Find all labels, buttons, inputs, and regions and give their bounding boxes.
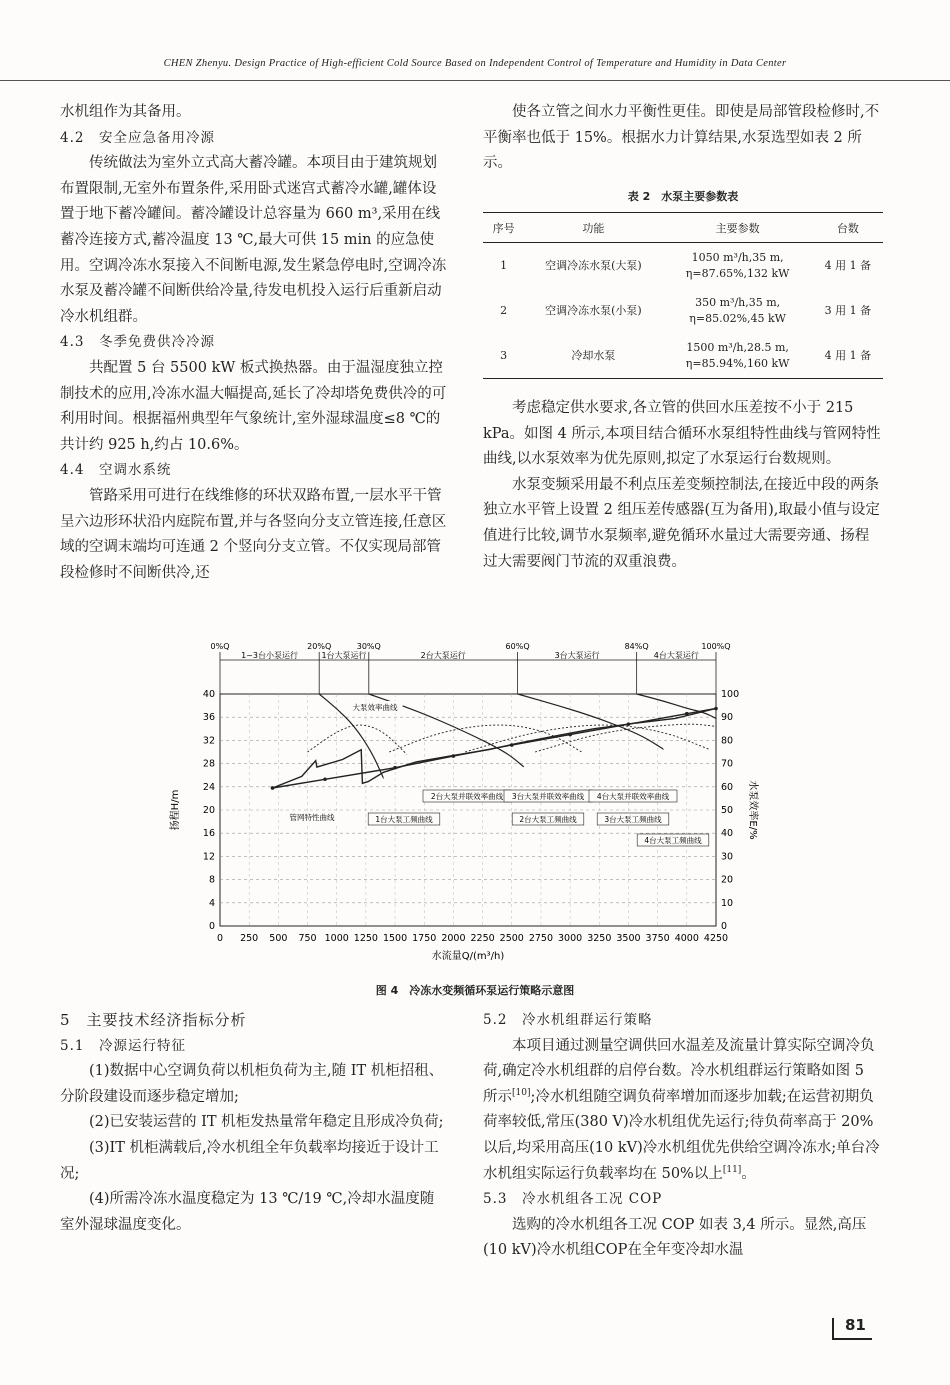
strategy-zone-label: 3台大泵运行 (554, 651, 600, 660)
x-tick-label: 2750 (528, 933, 554, 944)
strategy-zone-label: 2台大泵运行 (420, 651, 466, 660)
table-cell (663, 288, 813, 333)
x-tick-label: 4000 (674, 933, 699, 944)
right-column-bottom (483, 1008, 883, 1264)
section-5-2-heading: 5.2 冷水机组群运行策略 (483, 1012, 653, 1028)
strategy-marker-label: 30%Q (356, 642, 381, 651)
y2-tick-label: 60 (721, 781, 734, 793)
y-tick-label: 12 (202, 851, 215, 863)
table-cell: 冷却水泵 (571, 348, 616, 362)
pump-strategy-chart (0, 630, 950, 975)
table-cell: 4 用 1 备 (824, 348, 872, 362)
y-axis-label: 扬程H/m (170, 789, 181, 831)
param-line: 1500 m³/h,28.5 m, (686, 340, 789, 354)
x-tick-label: 750 (298, 933, 317, 944)
table-row (483, 243, 883, 289)
strategy-marker-label: 84%Q (624, 642, 649, 651)
annotation-label: 管网特性曲线 (289, 813, 335, 822)
right-column-middle (483, 396, 883, 575)
y-tick-label: 16 (202, 828, 215, 840)
param-line: η=87.65%,132 kW (685, 266, 790, 280)
table-row (483, 288, 883, 333)
y-tick-label: 40 (202, 689, 215, 700)
x-tick-label: 3750 (645, 933, 670, 944)
paragraph: 考虑稳定供水要求,各立管的供回水压差按不小于 215 kPa。如图 4 所示,本项目结合循环水泵组特性曲线与管网特性曲线,以水泵效率为优先原则,拟定了水泵运行台数规则。 (483, 400, 881, 468)
pump-head-curve (637, 694, 716, 718)
list-item: (1)数据中心空调负荷以机柜负荷为主,随 IT 机柜招租、分阶段建设而逐步稳定增加; (60, 1063, 444, 1105)
annotation-label: 2台大泵并联效率曲线 (430, 792, 504, 801)
table-2-title: 表 2 水泵主要参数表 (627, 190, 739, 203)
y2-tick-label: 70 (721, 758, 734, 770)
y2-tick-label: 50 (721, 805, 734, 816)
y-tick-label: 28 (202, 758, 215, 770)
param-line: η=85.02%,45 kW (689, 311, 786, 325)
citation[interactable]: [11] (722, 1164, 742, 1175)
x-tick-label: 0 (216, 933, 224, 944)
section-5-heading: 5 主要技术经济指标分析 (60, 1011, 247, 1029)
paragraph: 共配置 5 台 5500 kW 板式换热器。由于温湿度独立控制技术的应用,冷冻水温大幅提高,延长了冷却塔免费供冷的可利用时间。根据福州典型年气象统计,室外湿球温度≤8 ℃的共计约 925 h,约占 10.6%。 (60, 359, 447, 453)
efficiency-curve (308, 725, 407, 754)
x-tick-label: 2000 (441, 933, 466, 944)
efficiency-curve (389, 725, 582, 752)
y-tick-label: 32 (202, 735, 215, 747)
strategy-zone-label: 1~3台小泵运行 (241, 651, 299, 660)
paragraph: 选购的冷水机组各工况 COP 如表 3,4 所示。显然,高压(10 kV)冷水机组COP在全年变冷却水温 (483, 1216, 867, 1259)
x-tick-label: 500 (269, 933, 288, 944)
strategy-marker-label: 20%Q (307, 642, 332, 651)
header-rule (0, 80, 950, 81)
paragraph: 水泵变频采用最不利点压差变频控制法,在接近中段的两条独立水平管上设置 2 组压差传感器(互为备用),取最小值与设定值进行比较,调节水泵频率,避免循环水量过大需要旁通、扬程过大需要阀门节流的双重浪费。 (483, 476, 880, 570)
paragraph: 传统做法为室外立式高大蓄冷罐。本项目由于建筑规划布置限制,无室外布置条件,采用卧式迷宫式蓄冷水罐,罐体设置于地下蓄冷罐间。蓄冷罐设计总容量为 660 m³,采用在线蓄冷连接方式,蓄冷温度 13 ℃,最大可供 15 min 的应急使用。空调冷冻水泵接入不间断电源,发生紧急停电时,空调冷冻水泵及蓄冷罐不间断供给冷量,待发电机投入运行后重新启动冷水机组群。 (60, 155, 447, 325)
table-cell (663, 333, 813, 379)
section-5-1-heading: 5.1 冷源运行特征 (60, 1037, 186, 1054)
y-tick-label: 8 (208, 874, 215, 886)
x-tick-label: 4250 (703, 933, 729, 944)
pump-parameter-table (483, 212, 883, 379)
paragraph: 水机组作为其备用。 (60, 104, 191, 120)
page-number-rule (832, 1318, 834, 1338)
page-number: 81 (845, 1316, 866, 1334)
y-tick-label: 36 (202, 712, 215, 724)
citation[interactable]: [10] (512, 1087, 531, 1098)
table-header-cell: 主要参数 (663, 213, 813, 243)
annotation-label: 4台大泵工频曲线 (644, 836, 702, 845)
strategy-zone-label: 1台大泵运行 (321, 651, 367, 660)
table-header-row (483, 213, 883, 243)
strategy-marker-label: 100%Q (701, 642, 731, 651)
section-4-3-heading: 4.3 冬季免费供冷冷源 (60, 334, 215, 351)
text-run: 本项目通过测量空调供回水温差及流量计算实际空调冷负荷,确定冷水机组群的启停台数。冷水机组群运行策略如图 5 所示 (483, 1037, 875, 1105)
y2-tick-label: 10 (721, 897, 734, 909)
system-curve-point (323, 777, 327, 781)
y-tick-label: 4 (208, 897, 215, 909)
y2-tick-label: 100 (721, 689, 740, 700)
table-cell: 2 (500, 303, 508, 317)
annotation-label: 3台大泵工频曲线 (604, 815, 662, 824)
y2-tick-label: 90 (721, 712, 734, 724)
table-cell: 3 用 1 备 (824, 303, 872, 317)
x-tick-label: 3250 (587, 933, 612, 944)
x-tick-label: 1750 (412, 933, 437, 944)
paragraph: 管路采用可进行在线维修的环状双路布置,一层水平干管呈六边形环状沿内庭院布置,并与各竖向分支立管连接,任意区域的空调末端均可连通 2 个竖向分支立管。不仅实现局部管段检修时不间断供冷,还 (60, 487, 447, 581)
list-item: (2)已安装运营的 IT 机柜发热量常年稳定且形成冷负荷; (89, 1114, 444, 1131)
table-cell: 空调冷冻水泵(小泵) (545, 303, 642, 317)
x-tick-label: 1000 (324, 933, 349, 944)
y2-axis-label: 水泵效率E/% (747, 780, 758, 840)
x-tick-label: 1250 (353, 933, 378, 944)
table-cell: 4 用 1 备 (824, 258, 872, 272)
y2-tick-label: 30 (721, 851, 734, 863)
efficiency-curve (465, 725, 710, 752)
x-tick-label: 2500 (499, 933, 524, 944)
list-item: (4)所需冷冻水温度稳定为 13 ℃/19 ℃,冷却水温度随室外湿球温度变化。 (60, 1191, 435, 1233)
paragraph (483, 1034, 883, 1188)
x-tick-label: 250 (240, 933, 259, 944)
strategy-marker-label: 0%Q (210, 642, 230, 651)
figure-4-caption: 图 4 冷冻水变频循环泵运行策略示意图 (375, 984, 575, 997)
paragraph: 使各立管之间水力平衡性更佳。即使是局部管段检修时,不平衡率也低于 15%。根据水力计算结果,水泵选型如表 2 所示。 (483, 104, 880, 172)
left-column (60, 100, 448, 586)
annotation-label: 4台大泵并联效率曲线 (596, 792, 670, 801)
text-run: ;冷水机组随空调负荷率增加而逐步加载;在运营初期负荷率较低,常压(380 V)冷水机组优先运行;待负荷率高于 20%以后,均采用高压(10 kV)冷水机组优先供给空调冷冻水;单台冷水机组实际运行负载率均在 50%以上 (483, 1088, 880, 1182)
annotation-label: 2台大泵工频曲线 (519, 815, 577, 824)
running-header: CHEN Zhenyu. Design Practice of High-efficient Cold Source Based on Independent Control of Temperature and Humidity in Data Center (163, 58, 787, 69)
section-4-4-heading: 4.4 空调水系统 (60, 462, 172, 479)
y-tick-label: 20 (202, 805, 215, 816)
param-line: 1050 m³/h,35 m, (691, 250, 784, 264)
y2-tick-label: 40 (721, 828, 734, 840)
table-cell: 空调冷冻水泵(大泵) (545, 258, 642, 272)
section-5-3-heading: 5.3 冷水机组各工况 COP (483, 1191, 663, 1208)
left-column-bottom (60, 1008, 448, 1238)
table-header-cell: 台数 (813, 213, 883, 243)
strategy-marker-label: 60%Q (505, 642, 530, 651)
page-number-underline (832, 1338, 872, 1340)
y-tick-label: 0 (208, 921, 215, 932)
section-4-2-heading: 4.2 安全应急备用冷源 (60, 129, 215, 146)
table-header-cell: 功能 (524, 213, 662, 243)
x-axis-label: 水流量Q/(m³/h) (431, 951, 505, 962)
table-cell: 1 (500, 258, 508, 272)
y2-tick-label: 0 (721, 921, 728, 932)
table-header-cell: 序号 (483, 213, 524, 243)
list-item: (3)IT 机柜满载后,冷水机组全年负载率均接近于设计工况; (60, 1139, 439, 1182)
param-line: 350 m³/h,35 m, (695, 295, 781, 309)
right-column-top (483, 100, 883, 177)
x-tick-label: 2250 (470, 933, 495, 944)
text-run: 。 (741, 1165, 756, 1182)
table-cell (663, 243, 813, 289)
annotation-label: 大泵效率曲线 (352, 703, 398, 712)
strategy-zone-label: 4台大泵运行 (653, 651, 699, 660)
param-line: η=85.94%,160 kW (685, 356, 790, 370)
annotation-label: 1台大泵工频曲线 (375, 815, 433, 824)
x-tick-label: 3000 (558, 933, 583, 944)
x-tick-label: 1500 (382, 933, 408, 944)
table-row (483, 333, 883, 379)
y2-tick-label: 80 (721, 735, 734, 747)
y-tick-label: 24 (202, 781, 215, 793)
x-tick-label: 3500 (616, 933, 641, 944)
annotation-label: 3台大泵并联效率曲线 (511, 792, 585, 801)
table-cell: 3 (500, 348, 508, 362)
y2-tick-label: 20 (721, 874, 734, 886)
